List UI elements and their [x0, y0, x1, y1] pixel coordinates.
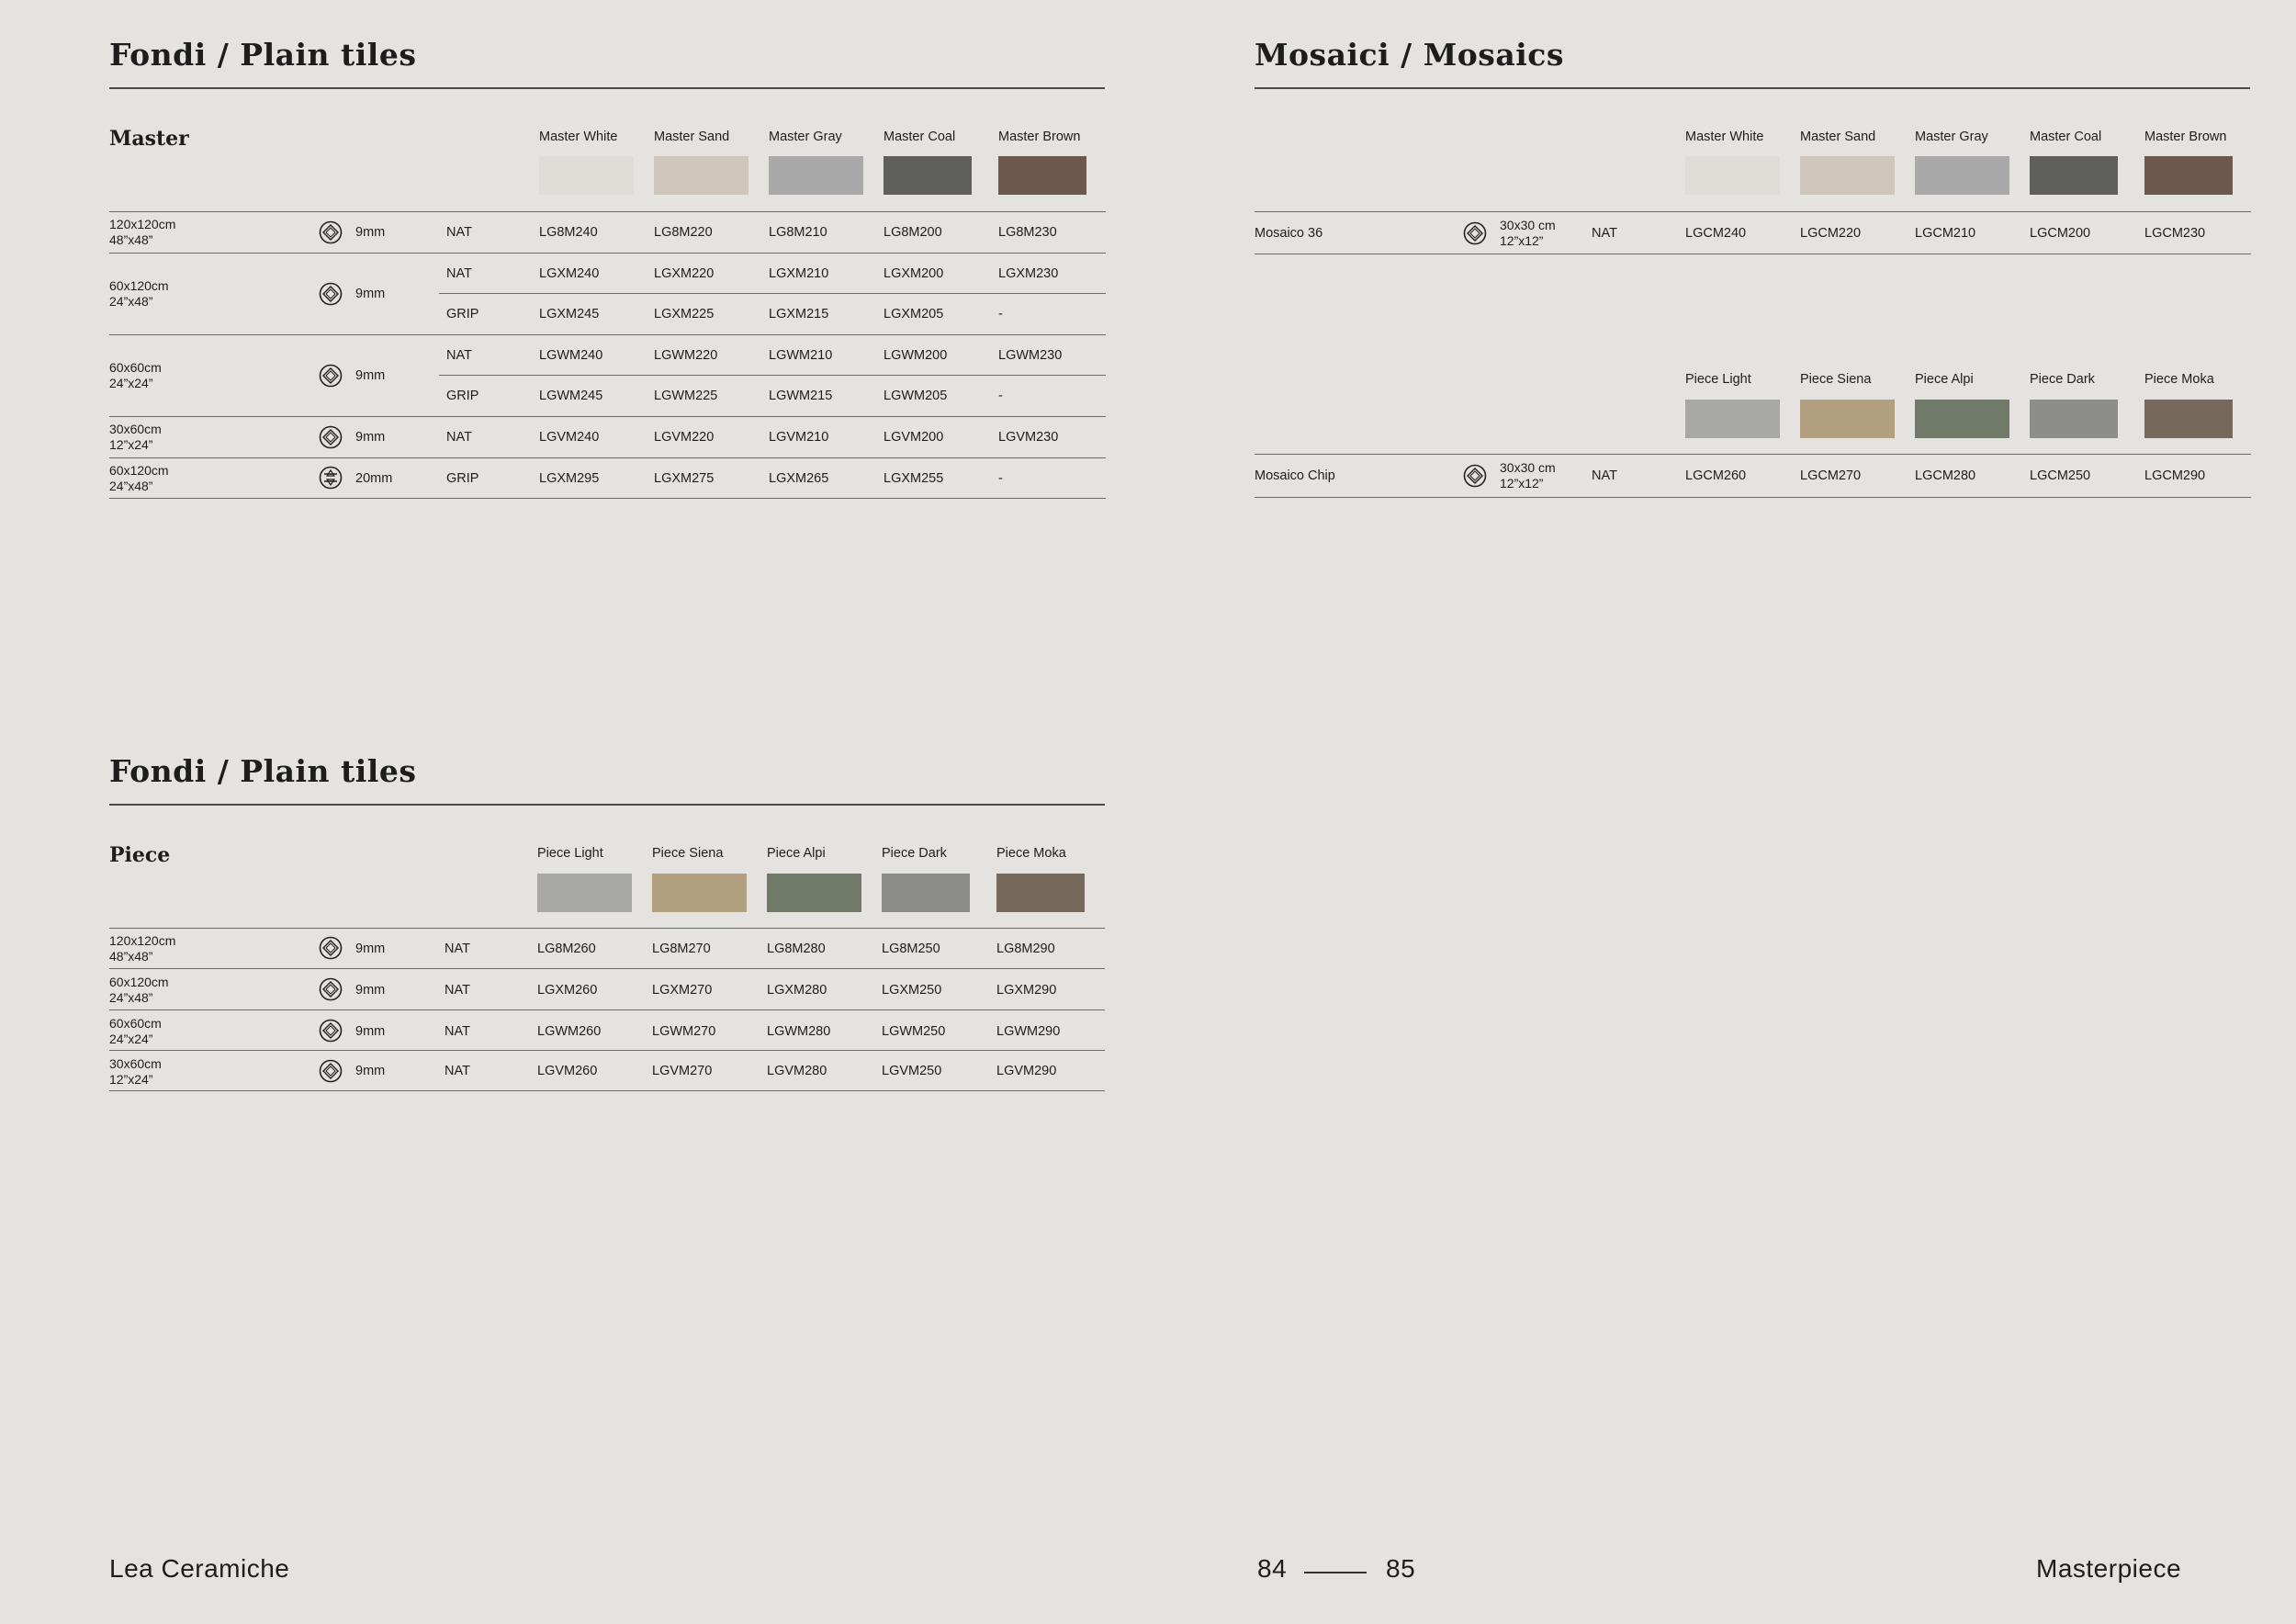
product-code: LG8M220: [654, 225, 713, 240]
size-metric: 60x120cm: [109, 278, 169, 293]
finish: NAT: [445, 983, 470, 998]
product-code: LGVM220: [654, 430, 715, 445]
column-header: Master Coal: [884, 130, 956, 144]
diamond-icon: [319, 220, 343, 244]
finish: NAT: [1592, 468, 1617, 483]
table-rule: [109, 1090, 1105, 1091]
product-code: LGVM260: [537, 1064, 598, 1078]
column-header: Piece Moka: [996, 846, 1066, 861]
column-header: Piece Siena: [1800, 372, 1872, 387]
product-code: LG8M290: [996, 942, 1055, 956]
finish: NAT: [445, 1064, 470, 1078]
product-code: LGWM270: [652, 1024, 716, 1039]
product-code: -: [998, 389, 1003, 403]
thickness: 9mm: [355, 368, 386, 383]
title-rule: [109, 87, 1105, 89]
product-code: LGCM270: [1800, 468, 1862, 483]
section-title: Mosaici / Mosaics: [1255, 37, 1564, 73]
finish: NAT: [446, 430, 472, 445]
column-header: Master Brown: [998, 130, 1081, 144]
color-swatch: [1685, 400, 1780, 438]
product-code: LGWM230: [998, 348, 1063, 363]
diamond-icon: [319, 364, 343, 388]
product-code: LGVM290: [996, 1064, 1057, 1078]
mosaic-name: Mosaico 36: [1255, 226, 1323, 241]
product-code: LG8M210: [769, 225, 827, 240]
column-header: Master Brown: [2144, 130, 2227, 144]
finish: GRIP: [446, 307, 479, 321]
product-code: LG8M250: [882, 942, 940, 956]
column-header: Piece Light: [537, 846, 603, 861]
thickness: 9mm: [355, 430, 386, 445]
finish: NAT: [1592, 226, 1617, 241]
color-swatch: [1685, 156, 1780, 195]
product-code: LGVM250: [882, 1064, 942, 1078]
diamond-icon: [319, 425, 343, 449]
product-code: LG8M280: [767, 942, 826, 956]
color-swatch: [882, 874, 970, 912]
product-code: LG8M200: [884, 225, 942, 240]
brand-name: Lea Ceramiche: [109, 1554, 290, 1583]
product-code: LGVM230: [998, 430, 1059, 445]
product-code: LGVM280: [767, 1064, 827, 1078]
size-imperial: 12”x24”: [109, 437, 153, 452]
thickness: 9mm: [355, 1064, 386, 1078]
table-rule: [1255, 497, 2251, 498]
table-rule: [109, 498, 1106, 499]
column-header: Master Coal: [2030, 130, 2102, 144]
product-code: LGCM220: [1800, 226, 1862, 241]
thickness: 20mm: [355, 471, 393, 486]
product-code: LGCM230: [2144, 226, 2206, 241]
size-metric: 60x60cm: [109, 1016, 162, 1031]
table-rule: [109, 211, 1106, 212]
size-metric: 30x60cm: [109, 422, 162, 436]
size-metric: 120x120cm: [109, 933, 176, 948]
table-rule: [109, 457, 1106, 458]
table-rule: [1255, 211, 2251, 212]
product-code: LGVM210: [769, 430, 829, 445]
product-code: LGCM290: [2144, 468, 2206, 483]
size-imperial: 48”x48”: [109, 949, 153, 964]
product-code: LGWM245: [539, 389, 603, 403]
color-swatch: [769, 156, 863, 195]
product-code: LGCM280: [1915, 468, 1976, 483]
size-imperial: 24”x48”: [109, 990, 153, 1005]
product-code: LGXM220: [654, 266, 715, 281]
table-rule: [439, 375, 1106, 376]
column-header: Master White: [1685, 130, 1764, 144]
column-header: Piece Dark: [882, 846, 947, 861]
size-metric: 60x60cm: [109, 360, 162, 375]
section-title: Fondi / Plain tiles: [109, 753, 417, 789]
size-imperial: 24”x48”: [109, 479, 153, 493]
diamond-icon: [1463, 464, 1487, 488]
product-code: LGXM225: [654, 307, 715, 321]
diamond-icon: [1463, 221, 1487, 245]
color-swatch: [1800, 156, 1895, 195]
table-rule: [109, 1009, 1105, 1010]
diamond-icon: [319, 1019, 343, 1043]
color-swatch: [1800, 400, 1895, 438]
product-code: LGWM225: [654, 389, 718, 403]
diamond-icon: [319, 977, 343, 1001]
size-imperial: 12”x12”: [1500, 233, 1544, 248]
product-code: LGWM240: [539, 348, 603, 363]
diamond-icon: [319, 282, 343, 306]
product-code: LGXM280: [767, 983, 827, 998]
table-rule: [109, 416, 1106, 417]
thickness: 9mm: [355, 287, 386, 301]
product-code: LGWM200: [884, 348, 948, 363]
product-code: LGWM250: [882, 1024, 946, 1039]
size-metric: 30x60cm: [109, 1056, 162, 1071]
thickness: 9mm: [355, 942, 386, 956]
column-header: Piece Alpi: [1915, 372, 1974, 387]
collection-subtitle: Master: [109, 127, 189, 151]
color-swatch: [2144, 400, 2233, 438]
column-header: Piece Siena: [652, 846, 724, 861]
product-code: LGCM210: [1915, 226, 1976, 241]
size-imperial: 12”x12”: [1500, 476, 1544, 491]
size-metric: 30x30 cm: [1500, 460, 1556, 475]
product-code: LGWM290: [996, 1024, 1061, 1039]
page-number-right: 85: [1386, 1554, 1416, 1583]
column-header: Piece Moka: [2144, 372, 2214, 387]
color-swatch: [998, 156, 1086, 195]
size-imperial: 48”x48”: [109, 232, 153, 247]
table-rule: [109, 1050, 1105, 1051]
product-code: LGXM265: [769, 471, 829, 486]
product-code: LGCM200: [2030, 226, 2091, 241]
product-code: LGCM250: [2030, 468, 2091, 483]
table-rule: [109, 253, 1106, 254]
product-code: LG8M230: [998, 225, 1057, 240]
product-code: LGXM295: [539, 471, 600, 486]
product-code: LGWM210: [769, 348, 833, 363]
column-header: Master Sand: [1800, 130, 1876, 144]
product-code: LGXM250: [882, 983, 942, 998]
product-code: LGXM290: [996, 983, 1057, 998]
color-swatch: [2030, 156, 2118, 195]
thickness: 9mm: [355, 1024, 386, 1039]
product-code: LGXM215: [769, 307, 829, 321]
diamond-icon: [319, 936, 343, 960]
product-code: LGXM270: [652, 983, 713, 998]
color-swatch: [884, 156, 972, 195]
color-swatch: [2144, 156, 2233, 195]
mosaic-name: Mosaico Chip: [1255, 468, 1335, 483]
product-code: LGXM205: [884, 307, 944, 321]
product-code: LG8M240: [539, 225, 598, 240]
table-rule: [109, 334, 1106, 335]
table-rule: [109, 968, 1105, 969]
product-code: LGWM215: [769, 389, 833, 403]
table-rule: [1255, 454, 2251, 455]
column-header: Master White: [539, 130, 618, 144]
outdoor-icon: [319, 466, 343, 490]
color-swatch: [996, 874, 1085, 912]
product-code: LGVM200: [884, 430, 944, 445]
product-code: LGVM270: [652, 1064, 713, 1078]
color-swatch: [767, 874, 861, 912]
color-swatch: [652, 874, 747, 912]
size-imperial: 24”x24”: [109, 1032, 153, 1046]
product-code: LGWM205: [884, 389, 948, 403]
product-code: -: [998, 471, 1003, 486]
product-code: LG8M260: [537, 942, 596, 956]
product-code: -: [998, 307, 1003, 321]
collection-subtitle: Piece: [109, 843, 171, 867]
title-rule: [1255, 87, 2250, 89]
column-header: Piece Alpi: [767, 846, 826, 861]
finish: NAT: [445, 942, 470, 956]
table-rule: [109, 928, 1105, 929]
thickness: 9mm: [355, 983, 386, 998]
finish: NAT: [446, 266, 472, 281]
product-code: LGXM255: [884, 471, 944, 486]
product-code: LGXM210: [769, 266, 829, 281]
color-swatch: [654, 156, 748, 195]
page-divider: [1304, 1572, 1367, 1573]
product-code: LGWM220: [654, 348, 718, 363]
page-number-left: 84: [1257, 1554, 1288, 1583]
product-code: LGCM260: [1685, 468, 1747, 483]
table-rule: [439, 293, 1106, 294]
column-header: Piece Dark: [2030, 372, 2095, 387]
column-header: Master Sand: [654, 130, 730, 144]
finish: NAT: [446, 348, 472, 363]
finish: NAT: [446, 225, 472, 240]
column-header: Piece Light: [1685, 372, 1751, 387]
size-imperial: 12”x24”: [109, 1072, 153, 1087]
finish: GRIP: [446, 471, 479, 486]
column-header: Master Gray: [1915, 130, 1988, 144]
size-metric: 30x30 cm: [1500, 218, 1556, 232]
color-swatch: [537, 874, 632, 912]
product-code: LGCM240: [1685, 226, 1747, 241]
product-code: LGWM280: [767, 1024, 831, 1039]
diamond-icon: [319, 1059, 343, 1083]
thickness: 9mm: [355, 225, 386, 240]
color-swatch: [1915, 400, 2009, 438]
column-header: Master Gray: [769, 130, 842, 144]
size-metric: 120x120cm: [109, 217, 176, 231]
product-code: LGVM240: [539, 430, 600, 445]
product-code: LG8M270: [652, 942, 711, 956]
size-metric: 60x120cm: [109, 975, 169, 989]
color-swatch: [539, 156, 634, 195]
title-rule: [109, 804, 1105, 806]
product-code: LGXM230: [998, 266, 1059, 281]
size-imperial: 24”x24”: [109, 376, 153, 390]
product-code: LGWM260: [537, 1024, 602, 1039]
product-code: LGXM275: [654, 471, 715, 486]
finish: NAT: [445, 1024, 470, 1039]
size-metric: 60x120cm: [109, 463, 169, 478]
size-imperial: 24”x48”: [109, 294, 153, 309]
color-swatch: [2030, 400, 2118, 438]
finish: GRIP: [446, 389, 479, 403]
product-code: LGXM200: [884, 266, 944, 281]
color-swatch: [1915, 156, 2009, 195]
collection-name: Masterpiece: [2036, 1554, 2182, 1583]
product-code: LGXM240: [539, 266, 600, 281]
product-code: LGXM245: [539, 307, 600, 321]
section-title: Fondi / Plain tiles: [109, 37, 417, 73]
product-code: LGXM260: [537, 983, 598, 998]
